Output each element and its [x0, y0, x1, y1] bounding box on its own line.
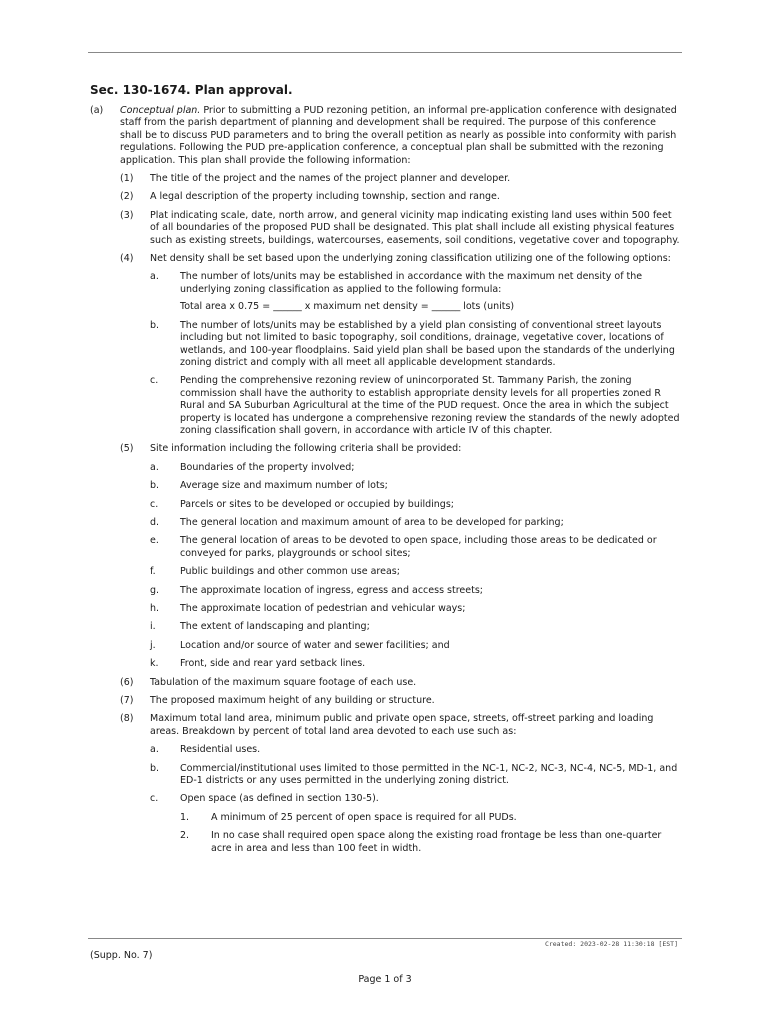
- list-item: e. The general location of areas to be devoted to open space, including those areas to be dedicated or conveyed for parks, playgrounds or school sites;: [150, 535, 657, 559]
- created-timestamp: Created: 2023-02-28 11:30:18 [EST]: [544, 940, 678, 948]
- list-item-2: (2) A legal description of the property including township, section and range.: [120, 191, 500, 203]
- list-item: c. Parcels or sites to be developed or occupied by buildings;: [150, 498, 454, 510]
- paragraph-lead: Conceptual plan.: [120, 105, 201, 116]
- list-item-8a: a. Residential uses.: [150, 744, 261, 756]
- list-item-4c: c. Pending the comprehensive rezoning review of unincorporated St. Tammany Parish, the zoning commission shall have the authority to establish appropriate density levels for all properties zoned R Rural and SA Suburban Agricultural at the time of the PUD request. Once the area in which the subject property is located has undergone a comprehensive rezoning review the standards of the newly adopted zoning classification shall govern, in accordance with article IV of this chapter.: [150, 375, 680, 436]
- list-item: f. Public buildings and other common use areas;: [150, 566, 400, 578]
- list-item-8c1: 1. A minimum of 25 percent of open space is required for all PUDs.: [180, 811, 517, 823]
- list-item: k. Front, side and rear yard setback lines.: [150, 658, 366, 670]
- list-item-6: (6) Tabulation of the maximum square footage of each use.: [120, 676, 417, 688]
- list-item-8b: b. Commercial/institutional uses limited to those permitted in the NC-1, NC-2, NC-3, NC-4, NC-5, MD-1, and ED-1 districts or any uses permitted in the underlying zoning district.: [150, 762, 678, 787]
- list-item: b. Average size and maximum number of lots;: [150, 480, 388, 492]
- list-item: j. Location and/or source of water and sewer facilities; and: [150, 639, 450, 651]
- list-item: g. The approximate location of ingress, egress and access streets;: [150, 584, 483, 596]
- list-item: i. The extent of landscaping and planting;: [150, 621, 370, 633]
- site-criteria-list: [90, 462, 680, 671]
- list-item-8c: c. Open space (as defined in section 130-5).: [150, 793, 379, 805]
- paragraph-text: Conceptual plan. Prior to submitting a PUD rezoning petition, an informal pre-application conference with designated staff from the parish department of planning and development shall be required. The purpose of this conference shall be to discuss PUD parameters and to bring the overall petition as nearly as possible into conformity with parish regulations. Following the PUD pre-application conference, a conceptual plan shall be submitted with the rezoning application. This plan shall provide the following information:: [120, 105, 677, 166]
- paragraph-label: (a): [90, 105, 104, 116]
- paragraph-a: [90, 105, 680, 167]
- list-item: a. Boundaries of the property involved;: [150, 461, 355, 473]
- list-item-3: (3) Plat indicating scale, date, north arrow, and general vicinity map indicating existing land uses within 500 feet of all boundaries of the proposed PUD shall be designated. This plat shall include all existing physical features such as existing streets, buildings, watercourses, easements, soil conditions, vegetative cover and topography.: [120, 209, 680, 246]
- section-title: Sec. 130-1674. Plan approval.: [90, 83, 293, 97]
- list-item: d. The general location and maximum amount of area to be developed for parking;: [150, 516, 564, 528]
- header-rule: [88, 52, 682, 53]
- list-item-5: (5) Site information including the following criteria shall be provided:: [120, 443, 462, 455]
- footer-rule: [88, 938, 682, 939]
- supplement-number: (Supp. No. 7): [90, 950, 153, 961]
- list-item-8c2: 2. In no case shall required open space along the existing road frontage be less than one-quarter acre in area and less than 100 feet in width.: [180, 830, 662, 854]
- list-item: h. The approximate location of pedestrian and vehicular ways;: [150, 603, 466, 614]
- list-item-1: (1) The title of the project and the names of the project planner and developer.: [120, 173, 511, 185]
- list-item-7: (7) The proposed maximum height of any building or structure.: [120, 695, 435, 707]
- page-number: Page 1 of 3: [358, 974, 412, 985]
- document-body: [90, 105, 680, 855]
- list-item-4b: b. The number of lots/units may be established by a yield plan consisting of conventional street layouts including but not limited to basic topography, soil conditions, drainage, vegetative cover, locations of wetlands, and 100-year floodplains. Said yield plan shall be based upon the standards of the underlying zoning district and comply with all meet all applicable development standards.: [150, 319, 675, 368]
- density-formula: Total area x 0.75 = ______ x maximum net density = ______ lots (units): [180, 301, 515, 313]
- list-item-4: (4) Net density shall be set based upon the underlying zoning classification utilizing one of the following options:: [120, 253, 671, 265]
- list-item-4a: a. The number of lots/units may be established in accordance with the maximum net density of the underlying zoning classification as applied to the following formula:: [150, 271, 643, 295]
- list-item-8: (8) Maximum total land area, minimum public and private open space, streets, off-street parking and loading areas. Breakdown by percent of total land area devoted to each use such as:: [120, 713, 654, 737]
